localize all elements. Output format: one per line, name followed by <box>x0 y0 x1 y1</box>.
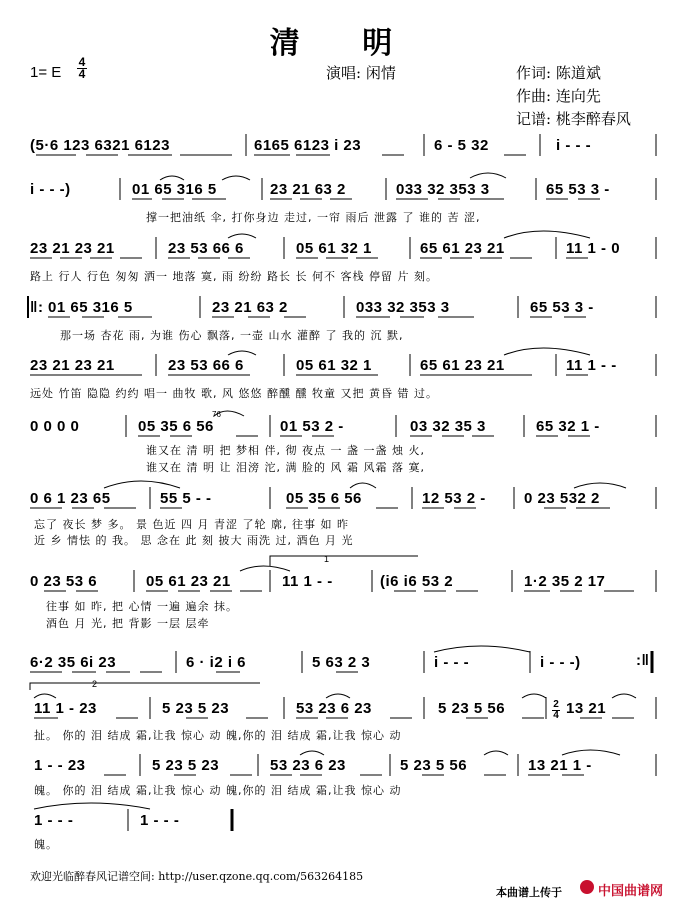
measure-6: 01 65 316 5 <box>132 181 217 198</box>
composer-credit: 作曲: 连向先 <box>516 87 601 105</box>
measure-19: 23 21 23 21 <box>30 357 115 374</box>
measure-34: 0 23 53 6 <box>30 573 98 590</box>
measure-31: 05 35 6 56 <box>286 490 362 507</box>
measure-5: i - - -) <box>30 181 71 198</box>
measure-23: 11 1 - - <box>566 357 617 374</box>
key-signature: 1= E <box>30 64 62 81</box>
measure-47: 5 23 5 56 <box>438 700 506 717</box>
measure-33: 0 23 532 2 <box>524 490 600 507</box>
measure-25: 05 35 6 56 <box>138 418 214 435</box>
measure-7: 23 21 63 2 <box>270 181 346 198</box>
measure-26: 01 53 2 - <box>280 418 344 435</box>
measure-13: 65 61 23 21 <box>420 240 505 257</box>
measure-20: 23 53 66 6 <box>168 357 244 374</box>
footer-uploaded: 本曲谱上传于 <box>496 886 562 899</box>
measure-50: 5 23 5 23 <box>152 757 220 774</box>
time-signature: 4 4 <box>78 55 86 81</box>
volta-1-label: 1 <box>324 554 330 564</box>
measure-21: 05 61 32 1 <box>296 357 372 374</box>
measure-32: 12 53 2 - <box>422 490 486 507</box>
lyric-line: 扯。 你的 泪 结成 霜,让我 惊心 动 魄,你的 泪 结成 霜,让我 惊心 动 <box>34 729 402 742</box>
lyric-line: 谁又在 清 明 让 泪滂 沱, 满 脸的 风 霜 风霜 落 寞, <box>146 461 425 474</box>
measure-24: 0 0 0 0 <box>30 418 80 435</box>
measure-17: 033 32 353 3 <box>356 299 450 316</box>
measure-36: 11 1 - - <box>282 573 333 590</box>
measure-14: 11 1 - 0 <box>566 240 621 257</box>
measure-22: 65 61 23 21 <box>420 357 505 374</box>
repeat-end: :‖ <box>636 652 650 669</box>
measure-8: 033 32 353 3 <box>396 181 490 198</box>
measure-51: 53 23 6 23 <box>270 757 346 774</box>
measure-18: 65 53 3 - <box>530 299 594 316</box>
measure-43: i - - -) <box>540 654 581 671</box>
measure-53: 13 21 1 - <box>528 757 592 774</box>
measure-11: 23 53 66 6 <box>168 240 244 257</box>
measure-48: 13 21 <box>566 700 607 717</box>
lyric-line: 魄。 你的 泪 结成 霜,让我 惊心 动 魄,你的 泪 结成 霜,让我 惊心 动 <box>34 784 402 797</box>
lyric-line: 忘了 夜长 梦 多。 景 色近 四 月 青涩 了轮 廓, 往事 如 昨 <box>34 518 349 531</box>
time-signature-change: 2 4 <box>553 699 559 721</box>
lyric-line: 近 乡 情怯 的 我。 思 念在 此 刻 披大 雨洗 过, 酒色 月 光 <box>34 534 354 547</box>
measure-46: 53 23 6 23 <box>296 700 372 717</box>
lyric-line: 魄。 <box>34 838 58 851</box>
lyric-line: 往事 如 昨, 把 心情 一遍 遍余 抹。 <box>46 600 238 613</box>
measure-16: 23 21 63 2 <box>212 299 288 316</box>
measure-9: 65 53 3 - <box>546 181 610 198</box>
measure-55: 1 - - - <box>140 812 180 829</box>
measure-3: 6 - 5 32 <box>434 137 489 154</box>
measure-41: 5 63 2 3 <box>312 654 371 671</box>
grace-note: 76 <box>212 410 221 419</box>
song-title: 清 明 <box>269 26 419 61</box>
measure-42: i - - - <box>434 654 470 671</box>
transcriber-credit: 记谱: 桃李醉春风 <box>516 110 631 128</box>
lyric-line: 远处 竹笛 隐隐 约约 唱一 曲牧 歌, 风 悠悠 醉醺 醺 牧童 又把 黄昏 错 过。 <box>30 387 438 400</box>
measure-44: 11 1 - 23 <box>34 700 97 717</box>
volta-2-label: 2 <box>92 679 98 689</box>
lyric-line: 酒色 月 光, 把 背影 一层 层牵 <box>46 617 210 630</box>
measure-15: 01 65 316 5 <box>48 299 133 316</box>
measure-2: 6165 6123 i 23 <box>254 137 362 154</box>
measure-1: (5·6 123 6321 6123 <box>30 137 170 154</box>
measure-28: 65 32 1 - <box>536 418 600 435</box>
lyric-line: 路上 行人 行色 匆匆 洒一 地落 寞, 雨 纷纷 路长 长 何不 客栈 停留 片 刻。 <box>30 270 438 283</box>
measure-52: 5 23 5 56 <box>400 757 468 774</box>
lyricist-credit: 作词: 陈道斌 <box>516 64 601 82</box>
measure-30: 55 5 - - <box>160 490 212 507</box>
footer-welcome: 欢迎光临醉春风记谱空间: http://user.qzone.qq.com/563264185 <box>30 870 364 883</box>
measure-40: 6 · i2 i 6 <box>186 654 247 671</box>
measure-38: 1·2 35 2 17 <box>524 573 606 590</box>
measure-12: 05 61 32 1 <box>296 240 372 257</box>
lyric-line: 撑一把油纸 伞, 打你身边 走过, 一帘 雨后 泄露 了 谁的 苦 涩, <box>146 211 481 224</box>
repeat-start: ‖: <box>30 299 44 316</box>
lyric-line: 那一场 杏花 雨, 为谁 伤心 飘落, 一壶 山水 灌醉 了 我的 沉 默, <box>60 329 404 342</box>
measure-45: 5 23 5 23 <box>162 700 230 717</box>
measure-39: 6·2 35 6i 23 <box>30 654 117 671</box>
measure-10: 23 21 23 21 <box>30 240 115 257</box>
singer-credit: 演唱: 闲情 <box>326 64 396 82</box>
measure-35: 05 61 23 21 <box>146 573 231 590</box>
measure-49: 1 - - 23 <box>34 757 86 774</box>
lyric-line: 谁又在 清 明 把 梦相 伴, 彻 夜点 一 盏 一盏 烛 火, <box>146 444 425 457</box>
measure-27: 03 32 35 3 <box>410 418 486 435</box>
site-logo-icon <box>580 880 594 894</box>
measure-29: 0 6 1 23 65 <box>30 490 111 507</box>
site-logo-text[interactable]: 中国曲谱网 <box>598 884 664 899</box>
measure-4: i - - - <box>556 137 592 154</box>
measure-37: (i6 i6 53 2 <box>380 573 454 590</box>
measure-54: 1 - - - <box>34 812 74 829</box>
